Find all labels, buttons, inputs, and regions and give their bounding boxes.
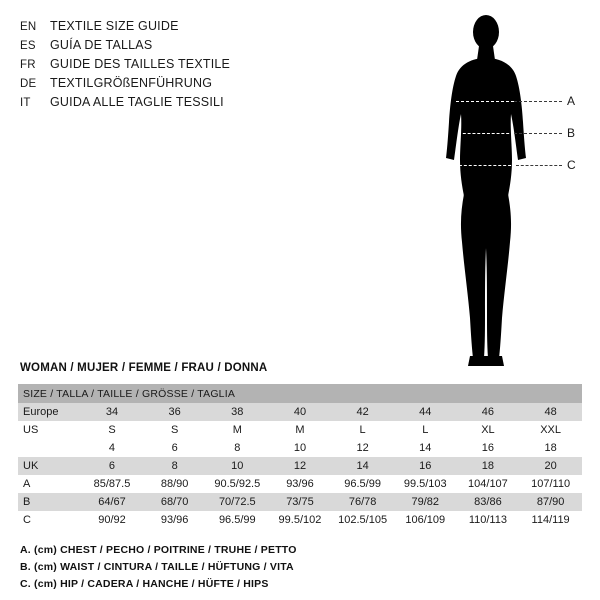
chest-measure-leader (514, 101, 562, 102)
table-cell: 99.5/102 (269, 511, 332, 529)
chest-measure-line (456, 101, 514, 102)
table-cell: 93/96 (269, 475, 332, 493)
table-cell: 10 (206, 457, 269, 475)
measure-label-c: C (567, 158, 576, 172)
table-cell: M (206, 421, 269, 439)
table-row (18, 439, 582, 457)
table-row (18, 421, 582, 439)
language-title: TEXTILGRÖßENFÜHRUNG (50, 76, 213, 90)
hip-measure-line (454, 165, 516, 166)
table-cell: L (394, 421, 457, 439)
row-label: Europe (18, 403, 81, 421)
table-cell: 96.5/99 (331, 475, 394, 493)
table-cell: 18 (457, 457, 520, 475)
table-row (18, 475, 582, 493)
section-title: WOMAN / MUJER / FEMME / FRAU / DONNA (20, 362, 268, 374)
size-table (18, 384, 582, 529)
table-cell: 70/72.5 (206, 493, 269, 511)
table-cell: 110/113 (457, 511, 520, 529)
language-code: ES (20, 40, 36, 52)
table-cell: 46 (457, 403, 520, 421)
table-cell: 14 (331, 457, 394, 475)
table-cell: 79/82 (394, 493, 457, 511)
language-code: IT (20, 97, 31, 109)
table-cell: 83/86 (457, 493, 520, 511)
table-header-row (18, 384, 582, 403)
table-cell: 88/90 (143, 475, 206, 493)
table-cell: 85/87.5 (81, 475, 144, 493)
row-label: A (18, 475, 81, 493)
table-cell: 96.5/99 (206, 511, 269, 529)
table-cell: 6 (81, 457, 144, 475)
table-cell: 102.5/105 (331, 511, 394, 529)
table-cell: 8 (143, 457, 206, 475)
table-cell: 99.5/103 (394, 475, 457, 493)
row-label: US (18, 421, 81, 439)
table-cell: XXL (519, 421, 582, 439)
table-cell: 104/107 (457, 475, 520, 493)
table-row (18, 493, 582, 511)
table-cell: 68/70 (143, 493, 206, 511)
table-row (18, 511, 582, 529)
table-row (18, 403, 582, 421)
language-code: EN (20, 21, 37, 33)
legend-row-a: A. (cm) CHEST / PECHO / POITRINE / TRUHE / PETTO (20, 544, 297, 556)
table-cell: 14 (394, 439, 457, 457)
table-header-label: SIZE / TALLA / TAILLE / GRÖSSE / TAGLIA (23, 387, 236, 400)
table-cell: 20 (519, 457, 582, 475)
table-cell: 114/119 (519, 511, 582, 529)
table-cell: S (143, 421, 206, 439)
language-title-block (20, 17, 320, 112)
table-cell: L (331, 421, 394, 439)
language-row (20, 17, 320, 36)
language-title: GUÍA DE TALLAS (50, 38, 153, 52)
language-row (20, 36, 320, 55)
table-cell: 16 (394, 457, 457, 475)
table-cell: 10 (269, 439, 332, 457)
table-cell: 6 (143, 439, 206, 457)
female-figure (400, 10, 590, 370)
measurement-legend (20, 542, 297, 593)
table-cell: 73/75 (269, 493, 332, 511)
table-cell: 64/67 (81, 493, 144, 511)
language-title: GUIDE DES TAILLES TEXTILE (50, 57, 231, 71)
row-label: C (18, 511, 81, 529)
waist-measure-line (458, 133, 514, 134)
table-cell: S (81, 421, 144, 439)
table-cell: 36 (143, 403, 206, 421)
measure-label-b: B (567, 126, 576, 140)
table-cell: 90.5/92.5 (206, 475, 269, 493)
table-cell: 38 (206, 403, 269, 421)
table-cell: 16 (457, 439, 520, 457)
female-silhouette-icon (400, 10, 590, 370)
language-row (20, 93, 320, 112)
hip-measure-leader (516, 165, 562, 166)
table-cell: 87/90 (519, 493, 582, 511)
language-row (20, 55, 320, 74)
language-title: TEXTILE SIZE GUIDE (50, 19, 179, 33)
table-cell: 107/110 (519, 475, 582, 493)
table-cell: 90/92 (81, 511, 144, 529)
language-code: DE (20, 78, 37, 90)
table-cell: 42 (331, 403, 394, 421)
language-row (20, 74, 320, 93)
table-cell: 12 (269, 457, 332, 475)
table-cell: 76/78 (331, 493, 394, 511)
table-cell: 48 (519, 403, 582, 421)
table-cell: 34 (81, 403, 144, 421)
table-row (18, 457, 582, 475)
table-cell: 4 (81, 439, 144, 457)
table-cell: 106/109 (394, 511, 457, 529)
waist-measure-leader (514, 133, 562, 134)
row-label: UK (18, 457, 81, 475)
table-cell: M (269, 421, 332, 439)
legend-row-c: C. (cm) HIP / CADERA / HANCHE / HÜFTE / HIPS (20, 578, 269, 590)
language-title: GUIDA ALLE TAGLIE TESSILI (50, 95, 224, 109)
measure-label-a: A (567, 94, 576, 108)
row-label: B (18, 493, 81, 511)
table-cell: XL (457, 421, 520, 439)
table-cell: 18 (519, 439, 582, 457)
table-cell: 40 (269, 403, 332, 421)
row-label (18, 439, 81, 457)
table-cell: 44 (394, 403, 457, 421)
table-cell: 12 (331, 439, 394, 457)
legend-row-b: B. (cm) WAIST / CINTURA / TAILLE / HÜFTUNG / VITA (20, 561, 294, 573)
table-cell: 8 (206, 439, 269, 457)
table-cell: 93/96 (143, 511, 206, 529)
language-code: FR (20, 59, 36, 71)
